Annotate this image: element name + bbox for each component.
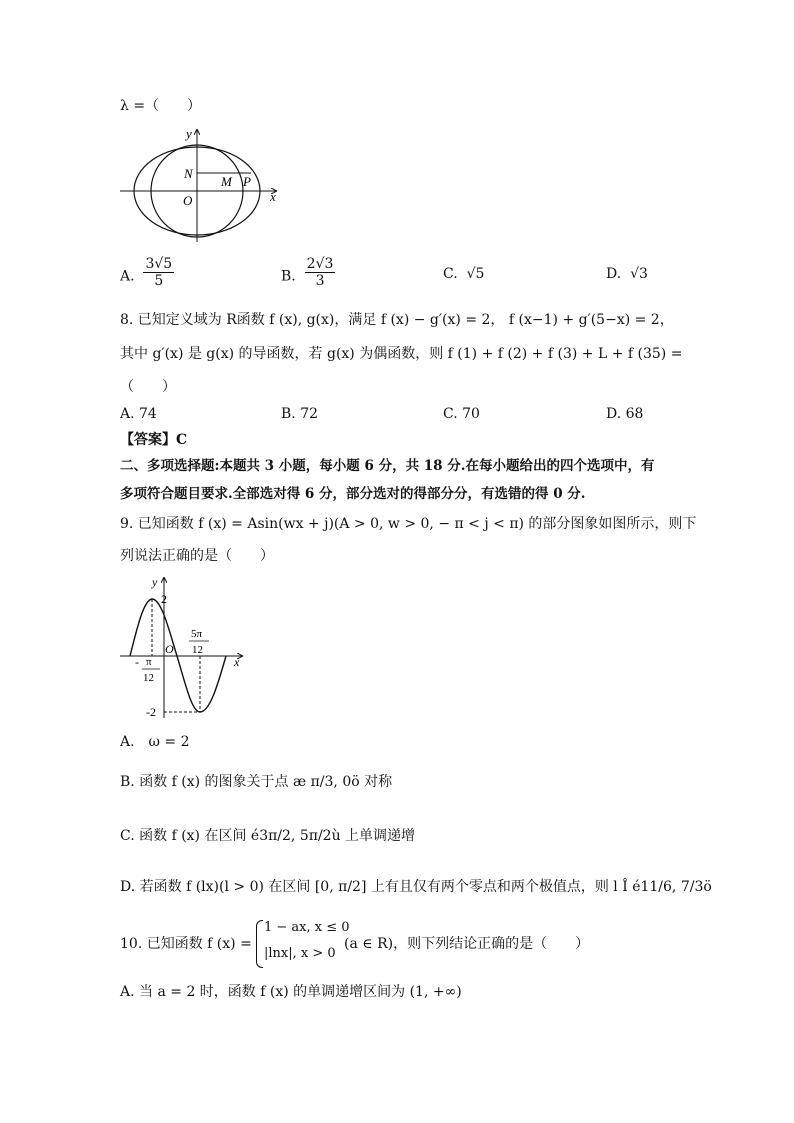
q7-fig-N: N bbox=[184, 166, 193, 181]
q8-answer: 【答案】C bbox=[120, 432, 188, 448]
q9-fig-right-num: 5π bbox=[191, 628, 203, 640]
q9-fig-left-sign: - bbox=[135, 655, 139, 669]
q9-option-c: C. 函数 f (x) 在区间 é3π/2, 5π/2ù 上单调递增 bbox=[120, 828, 416, 844]
q8-option-b: B. 72 bbox=[281, 406, 319, 422]
q9-fig-x: x bbox=[234, 655, 240, 669]
q9-fig-top: 2 bbox=[161, 592, 167, 606]
q10-option-a: A. 当 a = 2 时，函数 f (x) 的单调递增区间为 (1, +∞) bbox=[120, 984, 462, 1000]
q9-option-a: A. ω = 2 bbox=[120, 734, 190, 750]
q9-line2: 列说法正确的是（ ） bbox=[120, 548, 274, 564]
q9-option-b: B. 函数 f (x) 的图象关于点 æ π/3, 0ö 对称 bbox=[120, 774, 393, 790]
q8-option-d: D. 68 bbox=[606, 406, 644, 422]
q10-case1: 1 − ax, x ≤ 0 bbox=[264, 920, 350, 935]
q10-case2: |lnx|, x > 0 bbox=[264, 946, 336, 961]
q9-line1: 9. 已知函数 f (x) = Asin(wx + j)(A > 0, w > 0, − π < j < π) 的部分图象如图所示，则下 bbox=[120, 516, 697, 532]
q9-fig-left-num: π bbox=[146, 656, 152, 668]
q7-fig-y: y bbox=[186, 126, 192, 141]
q10-line1-pre: 10. 已知函数 f (x) = bbox=[120, 936, 252, 952]
q8-line2: 其中 g′(x) 是 g(x) 的导函数，若 g(x) 为偶函数，则 f (1) + f (2) + f (3) + L + f (35) = bbox=[120, 346, 683, 362]
q7-option-c: C. √5 bbox=[443, 266, 485, 282]
q9-fig-left-den: 12 bbox=[143, 672, 154, 684]
q8-option-c: C. 70 bbox=[443, 406, 480, 422]
q9-fig-right-den: 12 bbox=[192, 644, 203, 656]
q8-line3: （ ） bbox=[120, 379, 176, 395]
q10-piecewise-brace bbox=[256, 920, 263, 968]
q10-line1-post: (a ∈ R)，则下列结论正确的是（ ） bbox=[344, 936, 590, 952]
q8-option-a: A. 74 bbox=[120, 406, 157, 422]
q7-option-a: A. $\frac{3√5}{5}$ bbox=[120, 256, 173, 289]
q7-stem: λ =（ ） bbox=[120, 98, 202, 114]
q7-fig-P: P bbox=[243, 174, 251, 189]
q7-fig-M: M bbox=[221, 174, 232, 189]
section2-line2: 多项符合题目要求.全部选对得 6 分，部分选对的得部分分，有选错的得 0 分. bbox=[120, 486, 586, 502]
q7-option-b: B. $\frac{2√3}{3}$ bbox=[281, 256, 334, 289]
q9-fig-bottom: -2 bbox=[146, 705, 156, 719]
q9-sine-figure bbox=[118, 574, 248, 720]
q9-option-d: D. 若函数 f (lx)(l > 0) 在区间 [0, π/2] 上有且仅有两个零点和两个极值点，则 l Î é11/6, 7/3ö bbox=[120, 879, 712, 895]
section2-line1: 二、多项选择题:本题共 3 小题，每小题 6 分，共 18 分.在每小题给出的四个选项中，有 bbox=[120, 458, 655, 474]
q7-fig-x: x bbox=[270, 189, 276, 204]
q9-fig-y: y bbox=[152, 575, 158, 589]
q7-option-d: D. √3 bbox=[606, 266, 648, 282]
q9-fig-origin: O bbox=[165, 642, 174, 656]
q7-ellipse-figure bbox=[118, 124, 288, 246]
q7-fig-O: O bbox=[183, 193, 193, 208]
q8-line1: 8. 已知定义域为 R函数 f (x), g(x)，满足 f (x) − g′(x) = 2， f (x−1) + g′(5−x) = 2， bbox=[120, 312, 674, 328]
